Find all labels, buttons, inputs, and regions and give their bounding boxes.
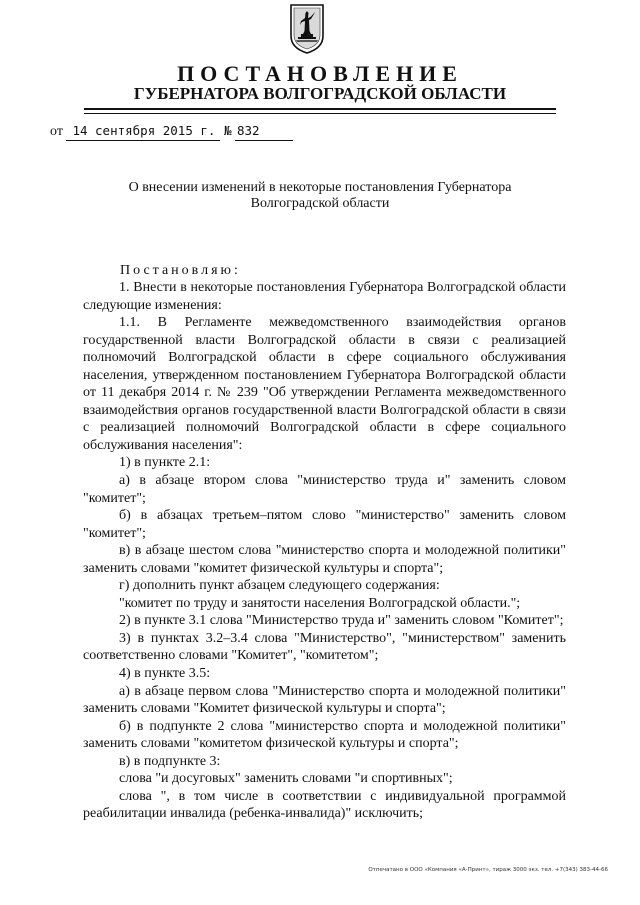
paragraph: 1.1. В Регламенте межведомственного взаимодействия органов государственной власти Волгоградской области в связи с реализацией полномочий Волгоградской области в сфере социального обслуживания населения, утвержденном постановлением Губернатора Волгоградской области от 11 декабря 2014 г. № 239 "Об утверждении Регламента межведомственного взаимодействия органов государственной власти Волгоградской области в связи с реализацией полномочий Волгоградской области в сфере социального обслуживания населения":	[83, 315, 566, 453]
paragraph: 3) в пунктах 3.2–3.4 слова "Министерство", "министерством" заменить соответственно словами "Комитет", "комитетом";	[83, 630, 566, 664]
paragraph: в) в абзаце шестом слова "министерство спорта и молодежной политики" заменить словами "комитет физической культуры и спорта";	[83, 543, 566, 576]
paragraph: "комитет по труду и занятости населения Волгоградской области.";	[119, 595, 521, 611]
paragraph: г) дополнить пункт абзацем следующего содержания:	[119, 578, 440, 594]
paragraph: в) в подпункте 3:	[119, 753, 221, 769]
document-number: 832	[235, 122, 293, 141]
document-subject: О внесении изменений в некоторые постановления Губернатора Волгоградской области	[128, 180, 512, 211]
date-line	[50, 122, 293, 141]
paragraph: а) в абзаце втором слова "министерство труда и" заменить словом "комитет";	[83, 473, 566, 506]
paragraph: б) в абзацах третьем–пятом слово "министерство" заменить словом "комитет";	[83, 508, 566, 541]
paragraph: 2) в пункте 3.1 слова "Министерство труда и" заменить словом "Комитет";	[119, 613, 564, 629]
paragraph: слова "и досуговых" заменить словами "и спортивных";	[119, 771, 453, 787]
print-imprint: Отпечатано в ООО «Компания «А-Принт», тираж 3000 экз. тел. +7(343) 383-44-66	[368, 867, 608, 873]
paragraph: слова ", в том числе в соответствии с индивидуальной программой реабилитации инвалида (ребенка-инвалида)" исключить;	[83, 788, 566, 822]
header-rule-thin	[84, 113, 556, 114]
paragraph: 4) в пункте 3.5:	[119, 666, 211, 682]
header-rule-thick	[84, 108, 556, 110]
document-issuer: ГУБЕРНАТОРА ВОЛГОГРАДСКОЙ ОБЛАСТИ	[133, 84, 507, 103]
decree-word: Постановляю:	[120, 263, 241, 278]
paragraph: а) в абзаце первом слова "Министерство спорта и молодежной политики" заменить словами "Комитет физической культуры и спорта";	[83, 683, 566, 717]
paragraph: 1. Внести в некоторые постановления Губернатора Волгоградской области следующие изменения:	[83, 280, 566, 313]
paragraph: б) в подпункте 2 слова "министерство спорта и молодежной политики" заменить словами "комитетом физической культуры и спорта";	[83, 718, 566, 752]
coat-of-arms-icon	[290, 4, 324, 54]
document-title: ПОСТАНОВЛЕНИЕ	[177, 61, 463, 86]
paragraph: 1) в пункте 2.1:	[119, 455, 211, 471]
document-date: 14 сентября 2015 г.	[66, 122, 220, 141]
document-body	[83, 279, 566, 823]
date-prefix: от	[50, 124, 63, 139]
number-sign: №	[223, 123, 232, 138]
